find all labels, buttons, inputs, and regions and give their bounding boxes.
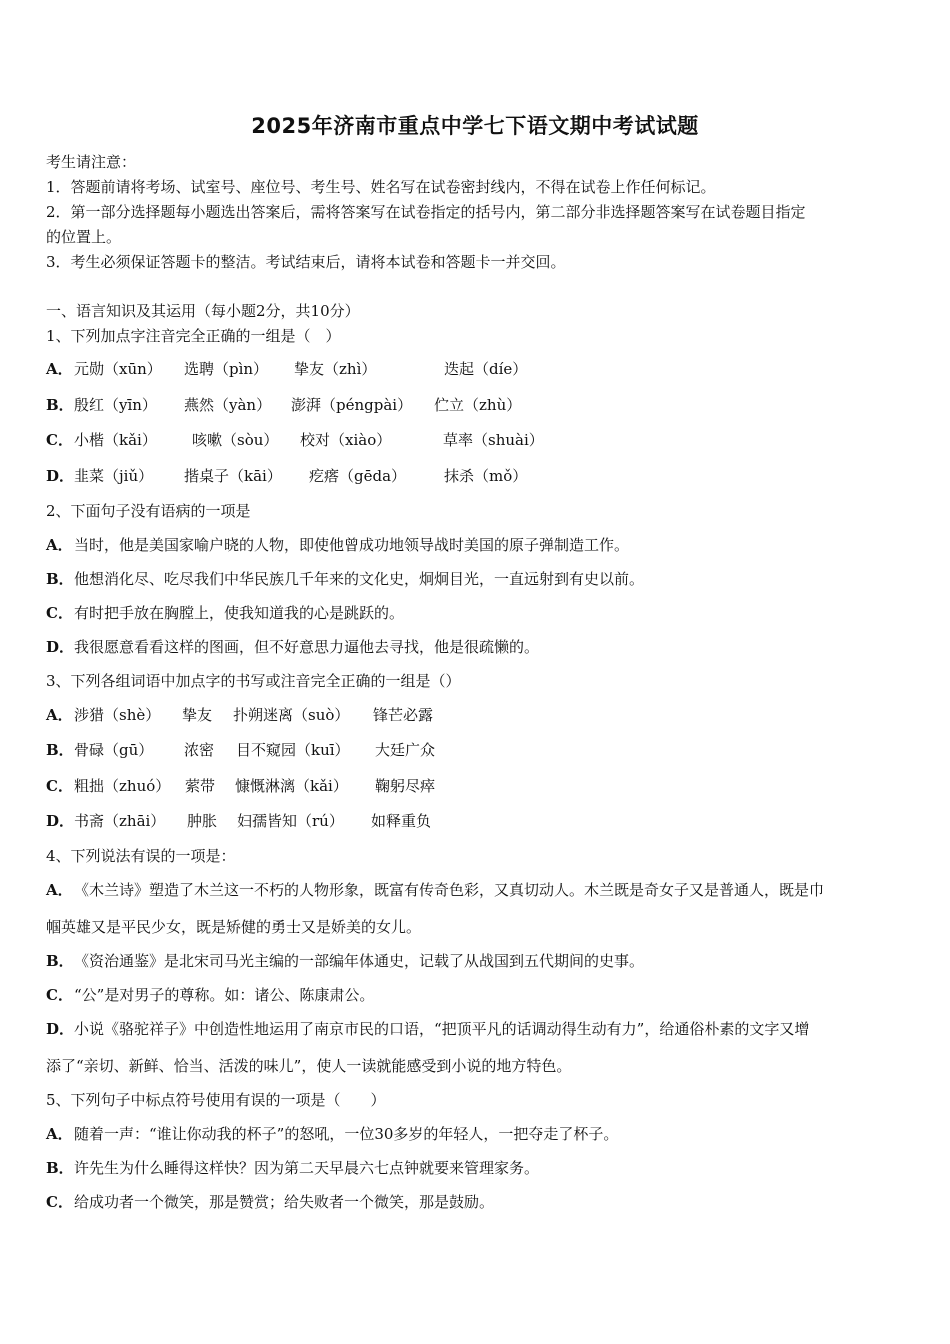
option-text: 有时把手放在胸膛上，使我知道我的心是跳跃的。 [74,604,405,622]
q5-option-c [46,1192,494,1212]
option-text: 我很愿意看看这样的图画，但不好意思力逼他去寻找，他是很疏懒的。 [74,638,540,656]
option-letter: B． [46,741,74,759]
option-letter: D． [46,638,75,656]
option-letter: C． [46,986,73,1004]
q4-option-a-continued: 帼英雄又是平民少女，既是矫健的勇士又是娇美的女儿。 [46,918,422,936]
option-letter: C． [46,604,73,622]
option-item: 扑朔迷离（suò） [233,706,350,724]
option-item: 目不窥园（kuī） [236,741,350,759]
option-letter: C． [46,777,73,795]
q4-option-d-continued: 添了“亲切、新鲜、恰当、活泼的味儿”，使人一读就能感受到小说的地方特色。 [46,1057,572,1075]
option-item: 鞠躬尽瘁 [375,777,436,795]
option-item: 小楷（kǎi） [74,431,157,449]
option-item: 咳嗽（sòu） [192,431,279,449]
option-item: 浓密 [184,741,215,759]
option-text: 他想消化尽、吃尽我们中华民族几千年来的文化史，炯炯目光，一直远射到有史以前。 [74,570,645,588]
option-text: 小说《骆驼祥子》中创造性地运用了南京市民的口语，“把顶平凡的话调动得生动有力”，给通俗朴素的文字又增 [74,1020,810,1038]
option-letter: D． [46,467,75,485]
option-letter: D． [46,1020,75,1038]
q3-option-a [46,705,433,725]
question-3-stem: 3、下列各组词语中加点字的书写或注音完全正确的一组是（） [46,672,461,690]
q4-option-c [46,985,374,1005]
option-text: 当时，他是美国家喻户晓的人物，即使他曾成功地领导战时美国的原子弹制造工作。 [74,536,630,554]
q3-option-c [46,776,435,796]
notice-item: 的位置上。 [46,228,122,246]
option-letter: A． [46,536,73,554]
q5-option-a [46,1124,618,1144]
option-item: 揩桌子（kāi） [184,467,282,485]
option-letter: C． [46,1193,73,1211]
option-item: 锋芒必露 [373,706,434,724]
question-5-stem: 5、下列句子中标点符号使用有误的一项是（ ） [46,1091,386,1109]
option-letter: B． [46,952,74,970]
option-text: 随着一声：“谁让你动我的杯子”的怒吼，一位30多岁的年轻人，一把夺走了杯子。 [74,1125,619,1143]
option-item: 校对（xiào） [300,431,392,449]
option-item: 燕然（yàn） [184,396,272,414]
option-item: 韭菜（jiǔ） [74,467,154,485]
option-item: 草率（shuài） [443,431,544,449]
q4-option-b [46,951,644,971]
option-letter: B． [46,1159,74,1177]
q5-option-b [46,1158,539,1178]
option-text: “公”是对男子的尊称。如：诸公、陈康肃公。 [74,986,375,1004]
option-item: 骨碌（gū） [74,741,154,759]
q4-option-a [46,880,824,900]
option-item: 伫立（zhù） [434,396,522,414]
option-letter: B． [46,570,74,588]
q2-option-d [46,637,539,657]
section-heading: 一、语言知识及其运用（每小题2分，共10分） [46,302,360,320]
notice-item: 1．答题前请将考场、试室号、座位号、考生号、姓名写在试卷密封线内，不得在试卷上作任何标记。 [46,178,716,196]
notice-heading: 考生请注意： [46,153,137,171]
option-item: 疙瘩（gēda） [309,467,407,485]
option-item: 澎湃（péngpài） [291,396,413,414]
option-item: 萦带 [185,777,216,795]
option-item: 书斋（zhāi） [74,812,166,830]
option-item: 大廷广众 [375,741,436,759]
question-1-stem: 1、下列加点字注音完全正确的一组是（ ） [46,327,341,345]
option-letter: A． [46,706,73,724]
option-letter: A． [46,881,73,899]
option-item: 慷慨淋漓（kǎi） [235,777,348,795]
option-text: 《资治通鉴》是北宋司马光主编的一部编年体通史，记载了从战国到五代期间的史事。 [74,952,645,970]
option-item: 妇孺皆知（rú） [237,812,344,830]
option-text: 许先生为什么睡得这样快？因为第二天早晨六七点钟就要来管理家务。 [74,1159,540,1177]
q2-option-b [46,569,644,589]
option-item: 元勋（xūn） [74,360,162,378]
q2-option-a [46,535,629,555]
page-title: 2025年济南市重点中学七下语文期中考试试题 [251,114,699,138]
notice-item: 3．考生必须保证答题卡的整洁。考试结束后，请将本试卷和答题卡一并交回。 [46,253,566,271]
option-letter: C． [46,431,73,449]
option-item: 殷红（yīn） [74,396,157,414]
notice-item: 2．第一部分选择题每小题选出答案后，需将答案写在试卷指定的括号内，第二部分非选择题答案写在试卷题目指定 [46,203,806,221]
option-letter: A． [46,360,73,378]
option-letter: B． [46,396,74,414]
option-item: 如释重负 [371,812,432,830]
option-letter: A． [46,1125,73,1143]
q4-option-d [46,1019,809,1039]
option-item: 涉猎（shè） [74,706,161,724]
option-item: 肿胀 [187,812,218,830]
option-text: 《木兰诗》塑造了木兰这一不朽的人物形象，既富有传奇色彩，又真切动人。木兰既是奇女子又是普通人，既是巾 [74,881,825,899]
option-item: 选聘（pìn） [184,360,269,378]
question-4-stem: 4、下列说法有误的一项是： [46,847,236,865]
q1-option-b [46,395,521,415]
option-item: 粗拙（zhuó） [74,777,171,795]
option-item: 挚友（zhì） [294,360,377,378]
option-item: 挚友 [182,706,213,724]
option-letter: D． [46,812,75,830]
q3-option-d [46,811,431,831]
q1-option-c [46,430,544,450]
q2-option-c [46,603,404,623]
q1-option-a [46,359,527,379]
q3-option-b [46,740,435,760]
option-item: 迭起（díe） [444,360,528,378]
option-item: 抹杀（mǒ） [444,467,528,485]
question-2-stem: 2、下面句子没有语病的一项是 [46,502,251,520]
q1-option-d [46,466,527,486]
option-text: 给成功者一个微笑，那是赞赏；给失败者一个微笑，那是鼓励。 [74,1193,495,1211]
